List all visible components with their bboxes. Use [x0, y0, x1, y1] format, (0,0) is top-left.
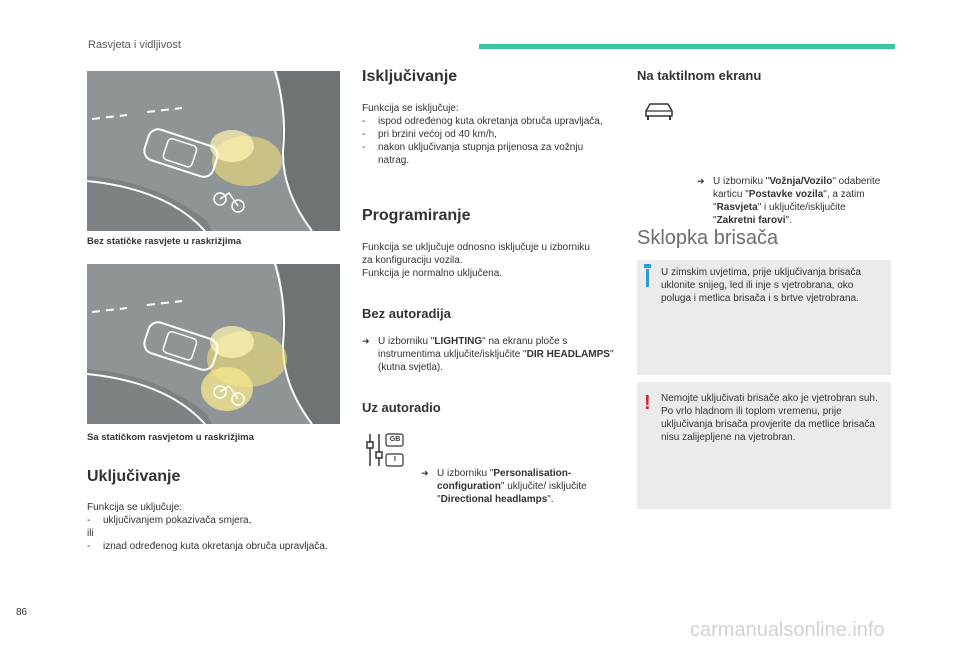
running-header: Rasvjeta i vidljivost [88, 39, 181, 51]
or-text: ili [87, 528, 94, 539]
junction-illustration [87, 71, 340, 231]
figure-with-static-lighting [87, 264, 340, 424]
figure-caption-1: Bez statičke rasvjete u raskrižjima [87, 236, 242, 247]
page-number: 86 [16, 607, 28, 618]
ukljucivanje-intro: Funkcija se uključuje: [87, 502, 183, 513]
list-item: - ispod određenog kuta okretanja obruča upravljača, [362, 116, 603, 127]
programiranje-line2: Funkcija je normalno uključena. [362, 268, 503, 279]
badge-i: I [394, 456, 396, 463]
iskljucivanje-body [362, 102, 607, 167]
list-item: - iznad određenog kuta okretanja obruča upravljača. [87, 541, 328, 552]
subsection-title-uz-autoradio: Uz autoradio [362, 400, 441, 415]
info-icon [646, 269, 649, 287]
section-title-programiranje: Programiranje [362, 207, 471, 224]
watermark: carmanualsonline.info [690, 619, 885, 641]
arrow-bullet-icon: ➜ [362, 336, 370, 346]
taktilni-step: ➜ U izborniku "Vožnja/Vozilo" odaberite karticu "Postavke vozila", a zatim "Rasvjeta" i uključite/isključite "Zakretni farovi". [697, 176, 881, 226]
section-title-iskljucivanje: Isključivanje [362, 68, 458, 85]
junction-illustration-lit [87, 264, 340, 424]
uz-autoradio-step: ➜ U izborniku "Personalisation-configuration" uključite/ isključite "Directional headlamps". [421, 468, 587, 505]
figure-without-static-lighting [87, 71, 340, 231]
info-text: U zimskim uvjetima, prije uključivanja brisača uklonite snijeg, led ili inje s vjetrobrana, oko poluga i metlica brisača i s brtve vjetrobrana. [661, 267, 862, 304]
badge-gb: GB [389, 436, 401, 443]
bez-autoradija-step: ➜ U izborniku "LIGHTING" na ekranu ploče s instrumentima uključite/isključite "DIR HEADLAMPS" (kutna svjetla). [362, 336, 614, 373]
ukljucivanje-body [87, 501, 332, 553]
warning-icon: ! [644, 392, 651, 414]
section-title-ukljucivanje: Uključivanje [87, 468, 181, 485]
list-item: - pri brzini većoj od 40 km/h, [362, 129, 497, 140]
iskljucivanje-intro: Funkcija se isključuje: [362, 103, 459, 114]
programiranje-body [362, 241, 602, 280]
arrow-bullet-icon: ➜ [697, 176, 705, 186]
warning-box [637, 382, 891, 509]
car-icon [643, 100, 675, 122]
subsection-title-taktilni: Na taktilnom ekranu [637, 68, 762, 83]
info-box [637, 260, 891, 375]
figure-caption-2: Sa statičkom rasvjetom u raskrižjima [87, 432, 254, 443]
programiranje-line1: Funkcija se uključuje odnosno isključuje u izborniku za konfiguraciju vozila. [362, 242, 590, 266]
arrow-bullet-icon: ➜ [421, 468, 429, 478]
chapter-title-brisaci: Sklopka brisača [637, 227, 779, 249]
subsection-title-bez-autoradija: Bez autoradija [362, 306, 451, 321]
radio-settings-icon [365, 430, 407, 470]
list-item: - nakon uključivanja stupnja prijenosa za vožnju natrag. [362, 142, 584, 166]
list-item: - uključivanjem pokazivača smjera, [87, 515, 252, 526]
header-accent-bar [479, 44, 895, 49]
warning-text: Nemojte uključivati brisače ako je vjetrobran suh. Po vrlo hladnom ili toplom vremenu, prije uključivanja brisača provjerite da metlice brisača nisu zalijepljene na vjetrobran. [661, 393, 878, 443]
